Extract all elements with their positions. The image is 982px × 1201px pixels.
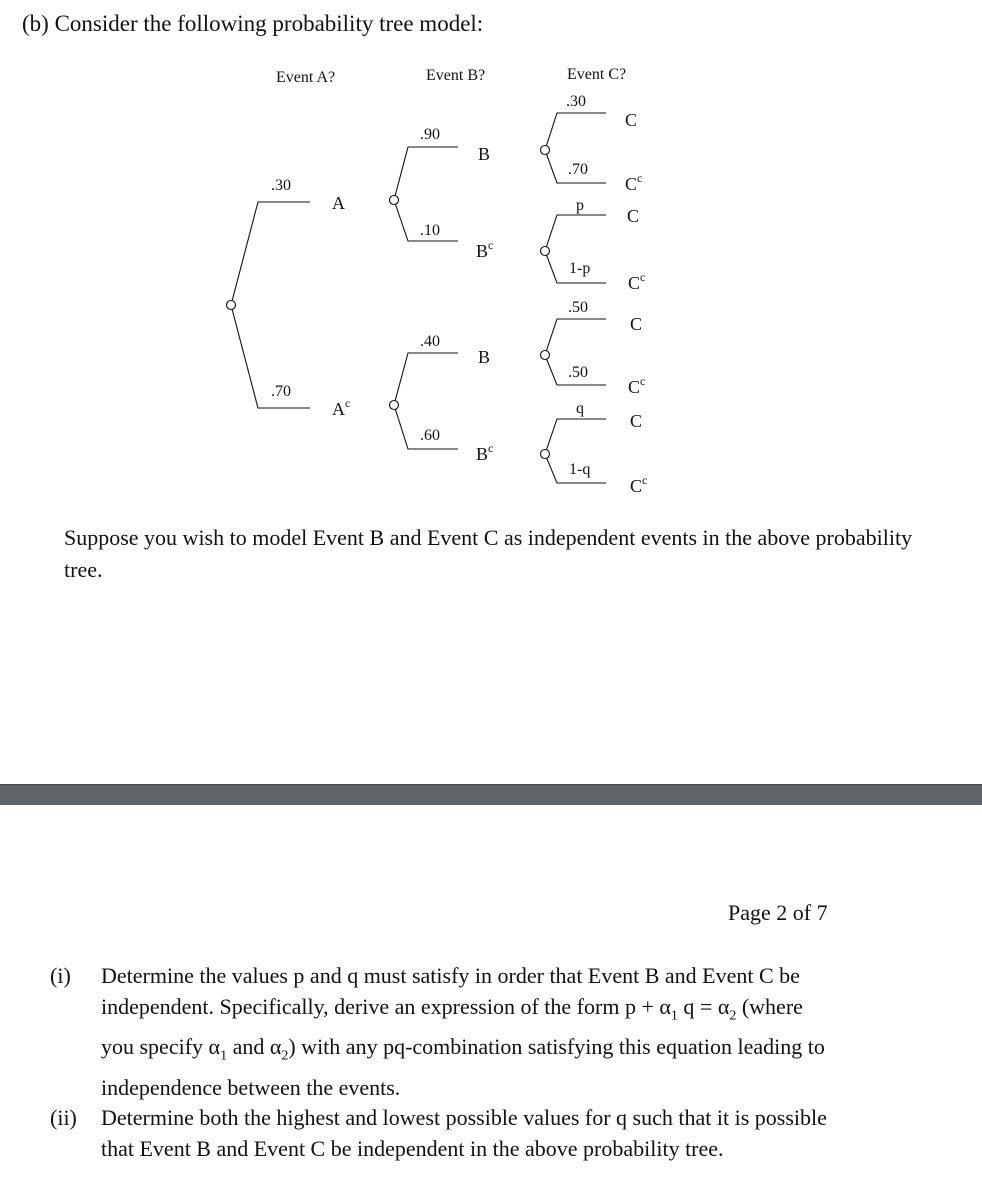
label-c4-c: C xyxy=(630,411,643,431)
prob-b-upper: .90 xyxy=(420,126,440,143)
prob-ac: .70 xyxy=(271,383,291,400)
branch-c1-c xyxy=(545,113,606,150)
prob-bc-lower: .60 xyxy=(420,427,440,444)
prob-c1-cc: .70 xyxy=(568,161,588,178)
branch-c2-c xyxy=(545,215,606,251)
prob-c3-cc: .50 xyxy=(568,364,588,381)
event-a-header: Event A? xyxy=(276,69,336,86)
label-b-upper: B xyxy=(478,144,491,164)
label-ac: $A^c$ xyxy=(332,396,351,419)
question-i-text xyxy=(101,960,931,1103)
question-ii xyxy=(50,1102,950,1166)
question-ii-line-1: Determine both the highest and lowest possible values for q such that it is possible xyxy=(101,1105,827,1130)
prob-bc-upper: .10 xyxy=(420,222,440,239)
independence-paragraph: Suppose you wish to model Event B and Event C as independent events in the above probability tree. xyxy=(64,525,913,582)
label-bc-upper: $B^c$ xyxy=(476,238,494,261)
label-c4-cc: $C^c$ xyxy=(630,473,648,496)
question-ii-text xyxy=(101,1102,931,1164)
root-chance-node xyxy=(227,301,236,310)
question-ii-line-2: that Event B and Event C be independent in the above probability tree. xyxy=(101,1136,724,1161)
prob-c1-c: .30 xyxy=(566,93,586,110)
label-bc-lower: $B^c$ xyxy=(476,441,494,464)
prob-c4-c: q xyxy=(576,400,584,417)
label-a: A xyxy=(332,193,345,213)
question-ii-number: (ii) xyxy=(50,1105,77,1130)
label-c1-c: C xyxy=(625,110,638,130)
event-c-header: Event C? xyxy=(567,66,627,83)
prob-c2-cc: 1-p xyxy=(569,260,591,277)
label-c2-c: C xyxy=(627,206,640,226)
label-c3-c: C xyxy=(630,314,643,334)
chance-node-c4 xyxy=(541,450,550,459)
prob-a: .30 xyxy=(271,177,291,194)
page-number: Page 2 of 7 xyxy=(728,900,828,925)
chance-node-c3 xyxy=(541,351,550,360)
question-i-line-1: Determine the values p and q must satisfy in order that Event B and Event C be xyxy=(101,963,800,988)
chance-node-c1 xyxy=(541,146,550,155)
event-b-header: Event B? xyxy=(426,67,486,84)
question-heading: (b) Consider the following probability tree model: xyxy=(22,11,484,36)
chance-node-c2 xyxy=(541,247,550,256)
branch-c3-c xyxy=(545,319,606,355)
branch-a xyxy=(231,202,310,305)
label-b-lower: B xyxy=(478,347,491,367)
question-i xyxy=(50,960,950,1100)
question-i-line-2: independent. Specifically, derive an expression of the form $p + \alpha_1$ $q = \alpha_2$ (where xyxy=(101,994,803,1024)
prob-c4-cc: 1-q xyxy=(569,461,591,478)
question-i-line-3: you specify $\alpha_1$ and $\alpha_2$) with any pq-combination satisfying this equation leading to xyxy=(101,1034,825,1064)
branch-b-upper xyxy=(394,147,458,200)
question-i-line-4: independence between the events. xyxy=(101,1074,401,1100)
label-c1-cc: $C^c$ xyxy=(625,171,643,194)
probability-tree xyxy=(0,55,982,505)
chance-node-a xyxy=(390,196,399,205)
branch-c4-c xyxy=(545,419,606,454)
prob-b-lower: .40 xyxy=(420,333,440,350)
page-divider xyxy=(0,784,982,805)
label-c3-cc: $C^c$ xyxy=(628,374,646,397)
chance-node-ac xyxy=(390,401,399,410)
question-i-number: (i) xyxy=(50,963,71,988)
label-c2-cc: $C^c$ xyxy=(628,270,646,293)
prob-c3-c: .50 xyxy=(568,299,588,316)
prob-c2-c: p xyxy=(576,197,584,214)
branch-b-lower xyxy=(394,353,458,405)
